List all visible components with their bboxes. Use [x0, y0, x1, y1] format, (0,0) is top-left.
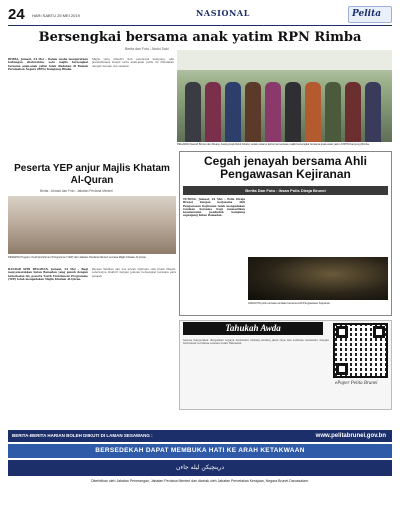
- website-link[interactable]: www.pelitabrunei.gov.bn: [315, 433, 386, 439]
- photo-figure: [345, 82, 361, 142]
- photo-figure: [245, 82, 261, 142]
- awda-text: Semua masyarakat diingatkan supaya mematuhi undang-undang jalan raya dan sentiasa memandu dengan berhemah terutama semasa bulan Ramadan.: [183, 339, 329, 346]
- story3-column-1: [183, 198, 245, 310]
- story2-lead: BANDAR SERI BEGAWAN, Jumaat, 24 Mei – Bagi menyemarakkan bulan Ramadan yang penuh dengan keberkatan ini, peserta Youth Enrichment Programme (YEP) telah mengadakan Majlis Khatam Al-Quran.: [8, 268, 88, 281]
- epaper-signature: ePaper Pelita Brunei: [335, 381, 378, 386]
- photo-figure: [305, 82, 321, 142]
- photo-figure: [325, 82, 341, 142]
- photo-figure: [205, 82, 221, 142]
- motto-banner: BERSEDEKAH DAPAT MEMBUKA HATI KE ARAH KETAKWAAN: [8, 444, 392, 458]
- byline-khatam: Berita : Ahmad dan Foto : Jabatan Perdana Menteri: [40, 189, 113, 193]
- story1-column-1: [8, 58, 88, 158]
- photo-jenayah: [248, 257, 388, 300]
- headline-khatam: Peserta YEP anjur Majlis Khatam Al-Quran: [14, 163, 170, 186]
- story1-lead: RIMBA, Jumaat, 24 Mei – Dalam usaha mengeratkan hubungan silaturahim, satu majlis bersengkai bersama anak-anak yatim telah diadakan di Rumah Perumahan Negara (RPN) Kampung Rimba.: [8, 58, 88, 71]
- photo-figure: [265, 82, 281, 142]
- photo-rpn-rimba: [177, 50, 392, 142]
- byline-rpn-rimba: Berita dan Foto : Abdul Said: [125, 47, 169, 51]
- logo-text: Pelita: [352, 9, 382, 19]
- awda-body: [183, 339, 329, 405]
- byline-jenayah: Berita Dan Foto : Ihsan Polis Diraja Brunei: [183, 186, 388, 195]
- awda-title: Tahukah Awda: [183, 322, 323, 335]
- publisher-credit: Diterbitkan oleh Jabatan Penerangan, Jabatan Perdana Menteri dan dicetak oleh Jabatan Percetakan Kerajaan, Negara Brunei Darussalam.: [91, 479, 309, 483]
- story2-body: Bacaan Tahlilan dan doa arwah dipimpin oleh Imam Masjid, seterusnya diakhiri dengan jamuan bersengkai bersama para jemaah.: [92, 268, 176, 278]
- headline-jenayah: Cegah jenayah bersama Ahli Pengawasan Kejiranan: [204, 154, 367, 181]
- qr-code-icon: [333, 323, 388, 378]
- photo-banner: [177, 50, 392, 70]
- story3-lead: TUTONG, Jumaat, 24 Mei – Polis Diraja Brunei dengan kerjasama Ahli Pengawasan Kejiranan telah mengadakan rondaan bersama bagi memastikan keselamatan penduduk kampung sepanjang bulan Ramadan.: [183, 198, 245, 218]
- qr-finder: [336, 363, 348, 375]
- story1-column-2: [92, 58, 174, 158]
- page-number: 24: [8, 6, 25, 23]
- photo-figure: [285, 82, 301, 142]
- photo-figure: [185, 82, 201, 142]
- online-banner: [8, 430, 392, 442]
- photo-khatam: [8, 196, 176, 254]
- page-header: [8, 6, 392, 26]
- story1-body: Majlis yang dihadiri oleh penduduk kampung, ahli jawatankuasa masjid serta anak-anak yatim itu dimulakan dengan bacaan doa selamat.: [92, 58, 174, 68]
- caption-rpn-rimba: PEGAWAI Daerah Brunei dan Muara, Awang Haji Abdul Ghafar, selaku tetamu kehormat semasa majlis bersengkai bersama anak-anak yatim di RPN Kampung Rimba.: [177, 143, 370, 146]
- photo-figure: [365, 82, 381, 142]
- headline-rpn-rimba: Bersengkai bersama anak yatim RPN Rimba: [38, 30, 362, 45]
- jawi-banner: درينچيكن ليله جاءن: [8, 460, 392, 476]
- photo-figure: [225, 82, 241, 142]
- section-title: NASIONAL: [196, 8, 250, 18]
- qr-finder: [373, 326, 385, 338]
- story2-column-2: [92, 268, 176, 418]
- pelita-logo: [348, 6, 392, 23]
- caption-khatam: PESERTA Program Youth Enrichment Programme (YEP) dari Jabatan Perdana Menteri semasa Majlis Khatam Al-Quran.: [8, 256, 147, 259]
- caption-jenayah: ANGGOTA polis semasa rondaan bersama Ahli Pengawasan Kejiranan.: [248, 302, 331, 305]
- date-line: HARI SABTU 25 MEI 2019: [32, 13, 80, 18]
- story2-column-1: [8, 268, 88, 418]
- online-text: BERITA-BERITA HARIAN BOLEH DIIKUTI DI LAMAN SESAWANG :: [12, 433, 153, 438]
- qr-finder: [336, 326, 348, 338]
